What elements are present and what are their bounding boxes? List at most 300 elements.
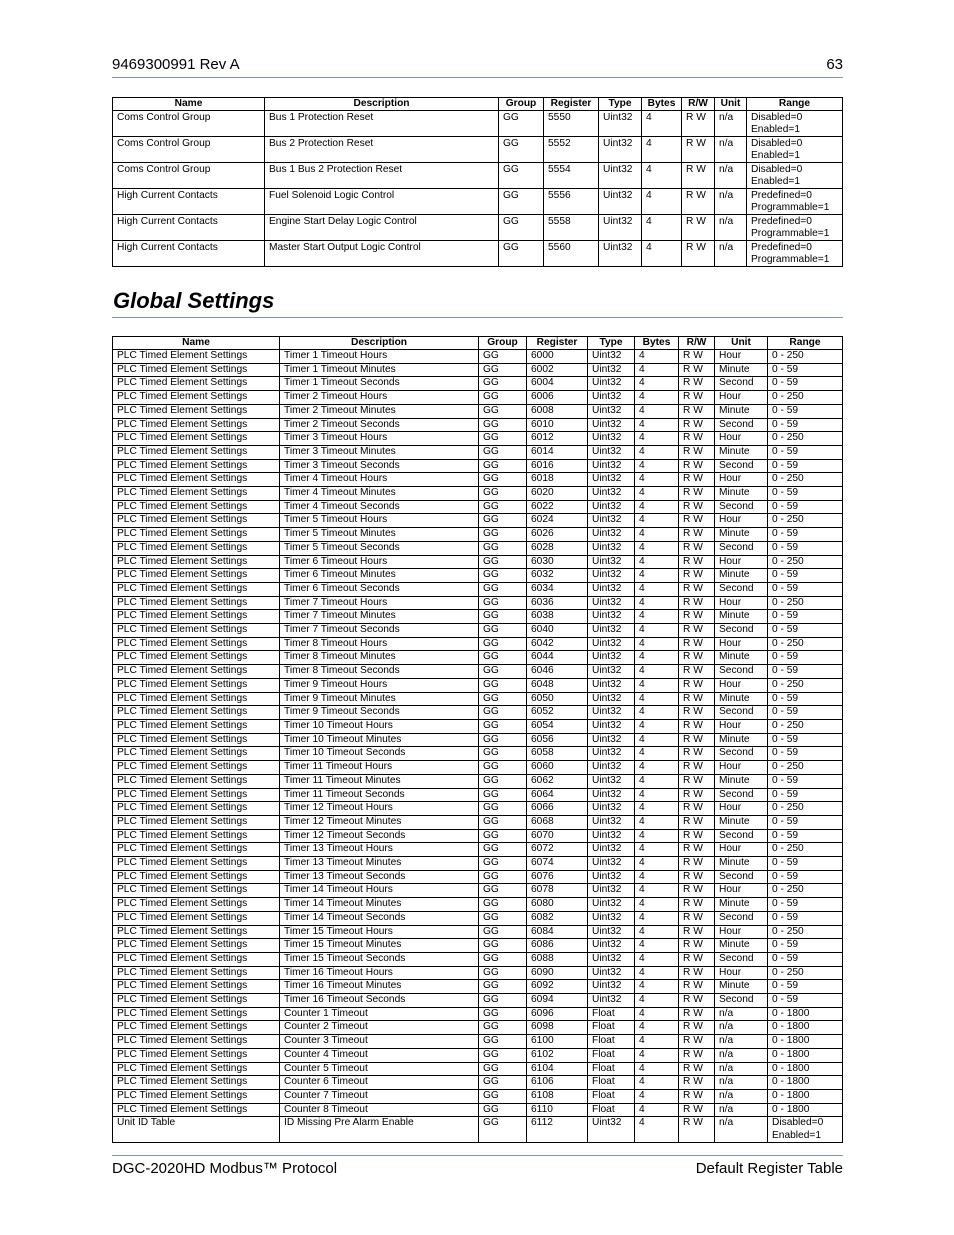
- table-cell: PLC Timed Element Settings: [113, 473, 280, 487]
- table-cell: R W: [679, 829, 715, 843]
- table-cell: [747, 137, 843, 163]
- table-cell: Timer 10 Timeout Seconds: [280, 747, 479, 761]
- table-cell: GG: [479, 692, 527, 706]
- table-cell: Minute: [715, 404, 768, 418]
- table-cell: R W: [679, 678, 715, 692]
- table-cell: Uint32: [588, 445, 635, 459]
- table-cell: Timer 10 Timeout Minutes: [280, 733, 479, 747]
- table-cell: PLC Timed Element Settings: [113, 487, 280, 501]
- table-cell: 4: [635, 1076, 679, 1090]
- table-cell: Uint32: [588, 651, 635, 665]
- table-cell: 5556: [544, 189, 599, 215]
- table-cell: R W: [679, 528, 715, 542]
- table-cell: 4: [642, 241, 682, 267]
- table-cell: GG: [479, 1089, 527, 1103]
- table-cell: Timer 2 Timeout Hours: [280, 391, 479, 405]
- table-cell: 0 - 59: [768, 829, 843, 843]
- table-cell: 4: [635, 555, 679, 569]
- table-cell: GG: [479, 514, 527, 528]
- table-cell: R W: [679, 1089, 715, 1103]
- table-cell: 6072: [527, 843, 588, 857]
- table-cell: GG: [479, 678, 527, 692]
- table-cell: PLC Timed Element Settings: [113, 911, 280, 925]
- table-cell: GG: [479, 774, 527, 788]
- table-cell: 0 - 250: [768, 843, 843, 857]
- table-cell: PLC Timed Element Settings: [113, 966, 280, 980]
- table-cell: PLC Timed Element Settings: [113, 747, 280, 761]
- table-cell: 4: [635, 459, 679, 473]
- table-cell: Uint32: [588, 884, 635, 898]
- table-cell: 4: [635, 487, 679, 501]
- table-cell: R W: [679, 363, 715, 377]
- table-cell: Second: [715, 377, 768, 391]
- table-cell: 4: [635, 1117, 679, 1143]
- table-cell: Uint32: [599, 241, 642, 267]
- table-cell: 6090: [527, 966, 588, 980]
- table-cell: Timer 3 Timeout Seconds: [280, 459, 479, 473]
- table-cell: 4: [635, 350, 679, 364]
- page-header: [112, 56, 843, 76]
- table-cell: Uint32: [588, 637, 635, 651]
- table-cell: Uint32: [588, 404, 635, 418]
- table-cell: n/a: [715, 1076, 768, 1090]
- table-cell: PLC Timed Element Settings: [113, 445, 280, 459]
- table-cell: GG: [479, 733, 527, 747]
- table-cell: Timer 2 Timeout Minutes: [280, 404, 479, 418]
- table-cell: Hour: [715, 350, 768, 364]
- table-cell: Uint32: [599, 163, 642, 189]
- table-cell: GG: [479, 802, 527, 816]
- table-cell: Engine Start Delay Logic Control: [265, 215, 499, 241]
- table-row: [113, 843, 843, 857]
- table-row: [113, 555, 843, 569]
- table-cell: Hour: [715, 966, 768, 980]
- table-cell: Uint32: [588, 761, 635, 775]
- table-cell: Second: [715, 788, 768, 802]
- table-cell: Fuel Solenoid Logic Control: [265, 189, 499, 215]
- table-cell: 0 - 59: [768, 747, 843, 761]
- table-cell: 6104: [527, 1062, 588, 1076]
- table-cell: Timer 8 Timeout Minutes: [280, 651, 479, 665]
- table-row: [113, 706, 843, 720]
- table-cell: [747, 111, 843, 137]
- table-row: [113, 487, 843, 501]
- table-cell: GG: [479, 980, 527, 994]
- table-cell: Minute: [715, 569, 768, 583]
- table-cell: Second: [715, 418, 768, 432]
- table-cell: 0 - 250: [768, 925, 843, 939]
- table-cell: GG: [479, 911, 527, 925]
- table-cell: PLC Timed Element Settings: [113, 898, 280, 912]
- table-cell: R W: [679, 569, 715, 583]
- cell-line: Programmable=1: [751, 202, 830, 213]
- table-cell: n/a: [715, 1117, 768, 1143]
- table-cell: Minute: [715, 898, 768, 912]
- table-cell: GG: [479, 500, 527, 514]
- table-cell: Timer 5 Timeout Hours: [280, 514, 479, 528]
- column-header: Type: [599, 98, 642, 111]
- table-cell: R W: [679, 857, 715, 871]
- table-cell: Hour: [715, 719, 768, 733]
- table-cell: 6084: [527, 925, 588, 939]
- table-cell: 4: [635, 980, 679, 994]
- table-cell: Timer 9 Timeout Minutes: [280, 692, 479, 706]
- table-cell: Uint32: [588, 843, 635, 857]
- table-row: [113, 596, 843, 610]
- table-cell: GG: [479, 459, 527, 473]
- table-cell: Timer 8 Timeout Seconds: [280, 665, 479, 679]
- table-row: [113, 215, 843, 241]
- table-cell: GG: [479, 391, 527, 405]
- table-cell: Hour: [715, 391, 768, 405]
- table-cell: Hour: [715, 761, 768, 775]
- table-cell: PLC Timed Element Settings: [113, 980, 280, 994]
- table-cell: Second: [715, 500, 768, 514]
- table-cell: R W: [679, 473, 715, 487]
- table-cell: 6056: [527, 733, 588, 747]
- table-row: [113, 774, 843, 788]
- table-cell: R W: [679, 1048, 715, 1062]
- table-cell: Uint32: [588, 391, 635, 405]
- table-cell: Float: [588, 1076, 635, 1090]
- table-cell: PLC Timed Element Settings: [113, 706, 280, 720]
- table-cell: Uint32: [588, 500, 635, 514]
- table-cell: Timer 11 Timeout Seconds: [280, 788, 479, 802]
- table-cell: 4: [635, 994, 679, 1008]
- table-cell: R W: [679, 1007, 715, 1021]
- table-row: [113, 610, 843, 624]
- column-header: Name: [113, 98, 265, 111]
- table-cell: Uint32: [588, 432, 635, 446]
- table-cell: Float: [588, 1089, 635, 1103]
- table-cell: PLC Timed Element Settings: [113, 637, 280, 651]
- table-cell: Second: [715, 952, 768, 966]
- cell-line: Disabled=0: [772, 1117, 824, 1129]
- table-cell: 4: [635, 1048, 679, 1062]
- table-row: [113, 637, 843, 651]
- table-cell: R W: [679, 788, 715, 802]
- table-cell: PLC Timed Element Settings: [113, 761, 280, 775]
- table-cell: GG: [479, 761, 527, 775]
- table-cell: 6022: [527, 500, 588, 514]
- table-cell: Hour: [715, 637, 768, 651]
- table-cell: R W: [679, 432, 715, 446]
- table-cell: 0 - 1800: [768, 1035, 843, 1049]
- column-header: R/W: [679, 337, 715, 350]
- table-row: [113, 980, 843, 994]
- table-row: [113, 815, 843, 829]
- table-cell: Uint32: [588, 939, 635, 953]
- table-row: [113, 829, 843, 843]
- table-cell: Uint32: [588, 459, 635, 473]
- table-row: [113, 1089, 843, 1103]
- table-cell: GG: [479, 747, 527, 761]
- table-cell: R W: [679, 1021, 715, 1035]
- table-cell: GG: [479, 1062, 527, 1076]
- table-cell: GG: [479, 994, 527, 1008]
- table-row: [113, 391, 843, 405]
- table-cell: R W: [679, 994, 715, 1008]
- register-table-1: [112, 97, 843, 267]
- table-cell: Timer 7 Timeout Seconds: [280, 624, 479, 638]
- table-cell: GG: [479, 651, 527, 665]
- table-cell: 0 - 1800: [768, 1048, 843, 1062]
- table-cell: 4: [635, 404, 679, 418]
- table-cell: Timer 11 Timeout Hours: [280, 761, 479, 775]
- table-cell: Bus 2 Protection Reset: [265, 137, 499, 163]
- cell-line: Enabled=1: [751, 176, 801, 187]
- table-cell: PLC Timed Element Settings: [113, 500, 280, 514]
- table-cell: 6026: [527, 528, 588, 542]
- table-cell: PLC Timed Element Settings: [113, 1021, 280, 1035]
- table-cell: GG: [479, 815, 527, 829]
- table-cell: PLC Timed Element Settings: [113, 418, 280, 432]
- table-cell: Second: [715, 624, 768, 638]
- table-row: [113, 137, 843, 163]
- table-cell: Timer 10 Timeout Hours: [280, 719, 479, 733]
- table-cell: n/a: [715, 111, 747, 137]
- table-cell: PLC Timed Element Settings: [113, 528, 280, 542]
- table-cell: R W: [679, 541, 715, 555]
- table-cell: Uint32: [588, 473, 635, 487]
- table-cell: 6018: [527, 473, 588, 487]
- table-cell: 6078: [527, 884, 588, 898]
- table-cell: 4: [635, 733, 679, 747]
- table-row: [113, 459, 843, 473]
- table-cell: Uint32: [588, 870, 635, 884]
- table-cell: 6000: [527, 350, 588, 364]
- table-cell: Bus 1 Bus 2 Protection Reset: [265, 163, 499, 189]
- cell-line: Enabled=1: [772, 1129, 822, 1141]
- table-cell: R W: [679, 692, 715, 706]
- table-cell: Second: [715, 994, 768, 1008]
- table-cell: 6028: [527, 541, 588, 555]
- table-cell: GG: [479, 719, 527, 733]
- table-cell: Timer 14 Timeout Seconds: [280, 911, 479, 925]
- table-cell: GG: [479, 829, 527, 843]
- table-cell: Timer 15 Timeout Hours: [280, 925, 479, 939]
- table-cell: 0 - 250: [768, 802, 843, 816]
- table-cell: Minute: [715, 815, 768, 829]
- table-cell: PLC Timed Element Settings: [113, 1048, 280, 1062]
- table-cell: n/a: [715, 163, 747, 189]
- table-cell: 0 - 59: [768, 788, 843, 802]
- table-cell: R W: [679, 911, 715, 925]
- table-cell: Hour: [715, 884, 768, 898]
- table-cell: Uint32: [588, 528, 635, 542]
- table-cell: PLC Timed Element Settings: [113, 815, 280, 829]
- table-row: [113, 719, 843, 733]
- table-cell: 0 - 59: [768, 487, 843, 501]
- table-cell: Uint32: [588, 815, 635, 829]
- table-cell: GG: [479, 1103, 527, 1117]
- cell-line: Enabled=1: [751, 150, 801, 161]
- table-cell: Timer 8 Timeout Hours: [280, 637, 479, 651]
- table-cell: 6086: [527, 939, 588, 953]
- table-cell: 0 - 250: [768, 966, 843, 980]
- table-cell: Uint32: [588, 678, 635, 692]
- table-cell: PLC Timed Element Settings: [113, 788, 280, 802]
- table-cell: GG: [479, 596, 527, 610]
- table-cell: 6066: [527, 802, 588, 816]
- table-cell: R W: [679, 966, 715, 980]
- table-cell: Counter 5 Timeout: [280, 1062, 479, 1076]
- cell-line: Disabled=0: [751, 112, 803, 123]
- table-cell: R W: [679, 404, 715, 418]
- table-cell: R W: [679, 939, 715, 953]
- table-cell: 5558: [544, 215, 599, 241]
- table-cell: R W: [679, 487, 715, 501]
- table-cell: GG: [479, 1117, 527, 1143]
- table-row: [113, 651, 843, 665]
- table-cell: 0 - 59: [768, 980, 843, 994]
- table-cell: Second: [715, 541, 768, 555]
- table-cell: R W: [682, 215, 715, 241]
- table-cell: GG: [479, 870, 527, 884]
- table-cell: 6088: [527, 952, 588, 966]
- table-cell: 6040: [527, 624, 588, 638]
- table-cell: 6108: [527, 1089, 588, 1103]
- cell-line: Predefined=0: [751, 242, 812, 253]
- table-cell: GG: [479, 637, 527, 651]
- table-cell: 0 - 250: [768, 514, 843, 528]
- table-cell: 4: [642, 189, 682, 215]
- table-cell: PLC Timed Element Settings: [113, 610, 280, 624]
- table-row: [113, 857, 843, 871]
- table-cell: Minute: [715, 445, 768, 459]
- table-header-row: [113, 98, 843, 111]
- table-cell: 6102: [527, 1048, 588, 1062]
- table-cell: 4: [635, 1062, 679, 1076]
- table-cell: 6012: [527, 432, 588, 446]
- table-cell: 4: [635, 1103, 679, 1117]
- table-cell: 6032: [527, 569, 588, 583]
- table-cell: PLC Timed Element Settings: [113, 857, 280, 871]
- table-cell: n/a: [715, 137, 747, 163]
- table-cell: Timer 4 Timeout Hours: [280, 473, 479, 487]
- table-cell: 4: [635, 514, 679, 528]
- column-header: Unit: [715, 337, 768, 350]
- table-cell: 4: [635, 911, 679, 925]
- table-cell: Timer 7 Timeout Hours: [280, 596, 479, 610]
- table-cell: PLC Timed Element Settings: [113, 363, 280, 377]
- table-cell: Timer 5 Timeout Seconds: [280, 541, 479, 555]
- table-cell: Float: [588, 1007, 635, 1021]
- table-cell: 6074: [527, 857, 588, 871]
- table-cell: Minute: [715, 733, 768, 747]
- table-cell: R W: [679, 706, 715, 720]
- table-cell: Timer 1 Timeout Seconds: [280, 377, 479, 391]
- table-cell: 0 - 59: [768, 404, 843, 418]
- table-cell: GG: [479, 582, 527, 596]
- table-cell: R W: [679, 637, 715, 651]
- table-cell: 0 - 59: [768, 870, 843, 884]
- table-cell: R W: [679, 925, 715, 939]
- table-cell: R W: [679, 1076, 715, 1090]
- table-row: [113, 1062, 843, 1076]
- column-header: Bytes: [642, 98, 682, 111]
- table-row: [113, 500, 843, 514]
- footer-rule: [112, 1155, 843, 1156]
- table-cell: 0 - 250: [768, 719, 843, 733]
- table-cell: Uint32: [588, 377, 635, 391]
- table-cell: Unit ID Table: [113, 1117, 280, 1143]
- table-row: [113, 541, 843, 555]
- table-cell: R W: [679, 761, 715, 775]
- table-cell: R W: [679, 870, 715, 884]
- table-cell: 6096: [527, 1007, 588, 1021]
- table-cell: PLC Timed Element Settings: [113, 1076, 280, 1090]
- cell-line: Predefined=0: [751, 190, 812, 201]
- table-cell: Hour: [715, 925, 768, 939]
- table-cell: Minute: [715, 774, 768, 788]
- table-cell: 6046: [527, 665, 588, 679]
- table-cell: Second: [715, 829, 768, 843]
- table-cell: R W: [679, 733, 715, 747]
- cell-line: Programmable=1: [751, 254, 830, 265]
- column-header: Register: [527, 337, 588, 350]
- table-cell: 0 - 250: [768, 761, 843, 775]
- table-cell: 4: [635, 500, 679, 514]
- table-cell: 0 - 250: [768, 884, 843, 898]
- table-cell: 6060: [527, 761, 588, 775]
- table-cell: Uint32: [588, 980, 635, 994]
- table-cell: Uint32: [588, 925, 635, 939]
- table-cell: 4: [635, 966, 679, 980]
- table-cell: Uint32: [588, 1117, 635, 1143]
- table-cell: 4: [635, 1035, 679, 1049]
- table-cell: 0 - 59: [768, 541, 843, 555]
- table-cell: Uint32: [588, 733, 635, 747]
- section-rule: [112, 317, 843, 318]
- table-cell: 6036: [527, 596, 588, 610]
- table-cell: GG: [479, 706, 527, 720]
- table-cell: 4: [635, 857, 679, 871]
- table-cell: Second: [715, 706, 768, 720]
- table-cell: 4: [635, 898, 679, 912]
- table-cell: n/a: [715, 1007, 768, 1021]
- table-cell: n/a: [715, 1048, 768, 1062]
- table-cell: 6098: [527, 1021, 588, 1035]
- table-cell: R W: [679, 459, 715, 473]
- table-cell: R W: [679, 445, 715, 459]
- table-cell: Uint32: [588, 952, 635, 966]
- table-cell: 4: [642, 163, 682, 189]
- table-cell: GG: [479, 418, 527, 432]
- table-cell: 0 - 1800: [768, 1062, 843, 1076]
- table-row: [113, 1035, 843, 1049]
- table-cell: R W: [679, 555, 715, 569]
- table-cell: Counter 7 Timeout: [280, 1089, 479, 1103]
- column-header: Bytes: [635, 337, 679, 350]
- table-cell: 4: [635, 363, 679, 377]
- table-cell: Counter 4 Timeout: [280, 1048, 479, 1062]
- table-cell: 6016: [527, 459, 588, 473]
- table-cell: R W: [682, 111, 715, 137]
- table-cell: Minute: [715, 528, 768, 542]
- table-cell: Uint32: [588, 719, 635, 733]
- table-cell: GG: [479, 350, 527, 364]
- table-cell: Counter 1 Timeout: [280, 1007, 479, 1021]
- table-row: [113, 1048, 843, 1062]
- table-cell: Timer 1 Timeout Hours: [280, 350, 479, 364]
- table-cell: Uint32: [588, 418, 635, 432]
- table-cell: GG: [479, 966, 527, 980]
- table-cell: 4: [635, 610, 679, 624]
- table-cell: GG: [479, 377, 527, 391]
- table-cell: 6002: [527, 363, 588, 377]
- table-cell: Uint32: [588, 994, 635, 1008]
